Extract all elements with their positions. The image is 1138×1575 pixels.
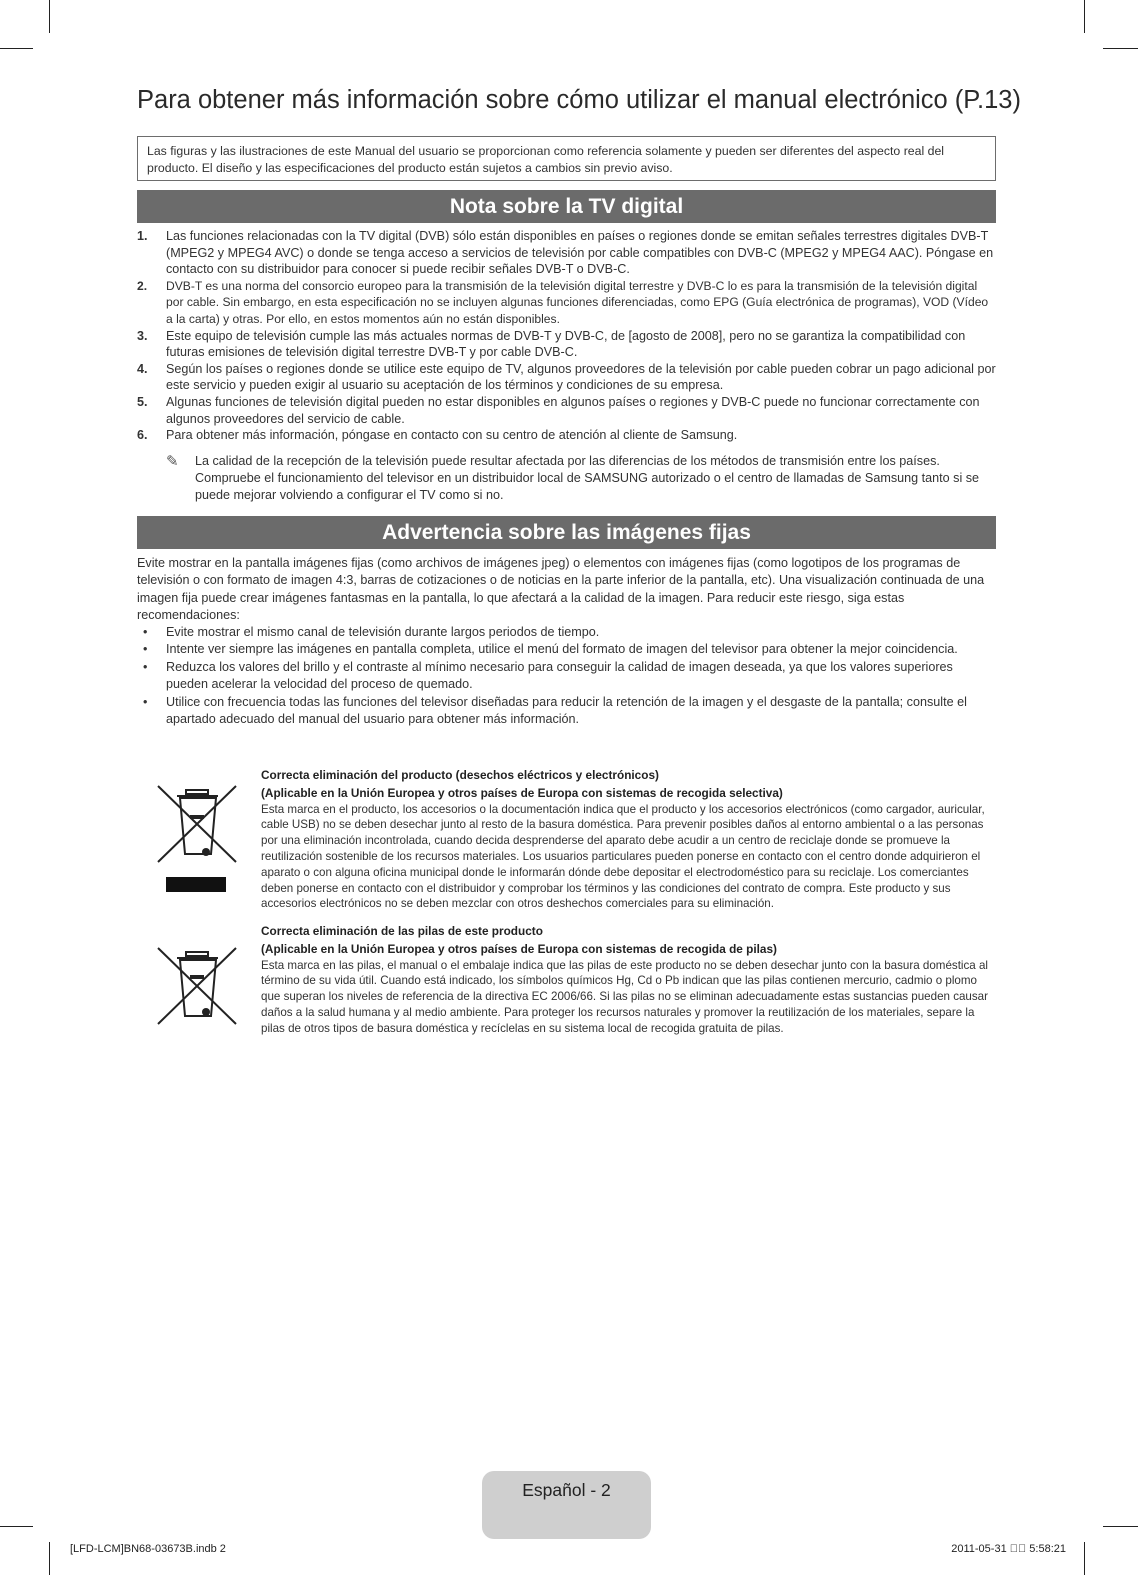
pencil-icon: ✎: [166, 453, 179, 470]
item-text: Este equipo de televisión cumple las más actuales normas de DVB-T y DVB-C, de [agosto de 2008], pero no se garantiza la compatibilidad con futuras emisiones de televisión digital terrestre DVB-T y por cable DVB-C.: [166, 328, 966, 360]
list-item: [137, 394, 997, 427]
crop-mark: [49, 1542, 50, 1575]
crop-mark: [1103, 48, 1138, 49]
disposal-product-section: [261, 768, 991, 912]
item-text: Según los países o regiones donde se utilice este equipo de TV, algunos proveedores de la televisión por cable pueden cobrar un pago adicional por este servicio y pueden exigir al usuario su aceptación de los términos y condiciones de su empresa.: [166, 361, 996, 393]
disposal-product-title: Correcta eliminación del producto (desechos eléctricos y electrónicos): [261, 768, 659, 782]
crop-mark: [1103, 1526, 1138, 1527]
item-text: Las funciones relacionadas con la TV digital (DVB) sólo están disponibles en países o regiones donde se emitan señales terrestres digitales DVB-T (MPEG2 y MPEG4 AVC) o donde se tenga acceso a servicios de televisión por cable compatibles con DVB-C (MPEG2 y MPEG4 AAC). Póngase en contacto con su distribuidor para conocer si puede recibir señales DVB-T o DVB-C.: [166, 229, 994, 277]
bullet-dot: •: [143, 659, 148, 674]
list-item: [137, 228, 997, 278]
still-image-bullets: [137, 624, 997, 728]
item-number: 6.: [137, 428, 148, 443]
crop-mark: [1084, 0, 1085, 33]
crossed-bin-icon: [156, 784, 240, 866]
crop-mark: [0, 48, 33, 49]
black-bar-mark: [166, 877, 226, 892]
footer-file-name: [LFD-LCM]BN68-03673B.indb 2: [70, 1543, 226, 1555]
bullet-text: Reduzca los valores del brillo y el contraste al mínimo necesario para conseguir la calidad de imagen deseada, ya que los valores superiores pueden acelerar la velocidad del proceso de quemado.: [166, 659, 953, 692]
list-item: [137, 641, 997, 658]
list-item: [137, 659, 997, 694]
crop-mark: [0, 1526, 33, 1527]
bullet-dot: •: [143, 642, 148, 657]
disposal-batteries-title: Correcta eliminación de las pilas de este producto: [261, 924, 543, 938]
item-number: 4.: [137, 361, 148, 376]
list-item: [137, 624, 997, 641]
item-number: 3.: [137, 328, 148, 343]
bullet-text: Evite mostrar el mismo canal de televisión durante largos periodos de tiempo.: [166, 625, 600, 639]
bullet-dot: •: [143, 694, 148, 709]
disposal-product-subtitle: (Aplicable en la Unión Europea y otros países de Europa con sistemas de recogida selectiva): [261, 785, 783, 800]
still-image-intro: Evite mostrar en la pantalla imágenes fijas (como archivos de imágenes jpeg) o elementos con imágenes fijas (como logotipos de los programas de televisión o con formato de imagen 4:3, barras de cotizaciones o de noticias en la parte inferior de la pantalla, etc). Una visualización continuada de una imagen fija puede crear imágenes fantasmas en la pantalla, lo que afectará a la calidad de la imagen. Para reducir este riesgo, siga estas recomendaciones:: [137, 556, 985, 623]
disclaimer-box: Las figuras y las ilustraciones de este Manual del usuario se proporcionan como referencia solamente y pueden ser diferentes del aspecto real del producto. El diseño y las especificaciones del producto están sujetos a cambios sin previo aviso.: [137, 136, 996, 181]
item-number: 2.: [137, 278, 148, 293]
item-number: 1.: [137, 229, 148, 243]
list-item: [137, 328, 997, 361]
list-item: [137, 278, 997, 328]
item-text: Para obtener más información, póngase en contacto con su centro de atención al cliente de Samsung.: [166, 428, 738, 443]
list-item: [137, 361, 997, 394]
disposal-batteries-body: Esta marca en las pilas, el manual o el embalaje indica que las pilas de este producto no se deben desechar junto con la basura doméstica al término de su vida útil. Cuando está indicado, los símbolos químicos Hg, Cd o Pb indican que las pilas contienen mercurio, cadmio o plomo que superan los niveles de referencia de la directiva EC 2006/66. Si las pilas no se eliminan adecuadamente estas sustancias pueden causar daños a la salud humana y al medio ambiente. Para proteger los recursos naturales y promover la reutilización de los materiales, separe la pilas de otros tipos de basura doméstica y recíclelas en su sistema local de recogida gratuita de pilas.: [261, 958, 988, 1035]
item-text: DVB-T es una norma del consorcio europeo para la transmisión de la televisión digital terrestre y DVB-C lo es para la transmisión de la televisión digital por cable. Sin embargo, en esta especificación no se incluyen algunas funciones diferenciadas, como EPG (Guía electrónica de programas), VOD (Vídeo a la carta) y otras. Por ello, en estos momentos aún no están disponibles.: [166, 278, 989, 326]
crop-mark: [49, 0, 50, 33]
page-title: Para obtener más información sobre cómo utilizar el manual electrónico (P.13): [137, 86, 1021, 114]
disposal-product-body: Esta marca en el producto, los accesorios o la documentación indica que el producto y los accesorios electrónicos (como cargador, auricular, cable USB) no se deben desechar junto al resto de la basura doméstica. Para prevenir posibles daños al entorno ambiental o a las personas por una eliminación incontrolada, cuando decida desprenderse del aparato debe acudir a un centro de reciclaje donde se promueve la reutilización sostenible de los recursos materiales. Los usuarios particulares pueden ponerse en contacto con el centro donde adquirieron el aparato o con alguna oficina municipal donde le informarán dónde debe depositar el electrodoméstico para su reciclaje. Los comerciantes deben ponerse en contacto con el distribuidor y comprobar los términos y las condiciones del contrato de compra. Este producto y sus accesorios electrónicos no se deben mezclar con otros deshechos comerciales para su eliminación.: [261, 802, 985, 911]
page-number-tab: [482, 1471, 651, 1539]
digital-tv-heading: Nota sobre la TV digital: [137, 190, 996, 223]
page-number-label: Español - 2: [522, 1480, 611, 1500]
crossed-bin-icon: [156, 946, 240, 1028]
footer-timestamp: 2011-05-31 ￿￿ 5:58:21: [951, 1543, 1066, 1555]
list-item: [137, 694, 997, 729]
list-item: [137, 427, 997, 444]
bullet-text: Utilice con frecuencia todas las funciones del televisor diseñadas para reducir la retención de la imagen y el desgaste de la pantalla; consulte el apartado adecuado del manual del usuario para obtener más información.: [166, 694, 967, 727]
disposal-batteries-subtitle: (Aplicable en la Unión Europea y otros países de Europa con sistemas de recogida de pilas): [261, 941, 777, 956]
crop-mark: [1084, 1542, 1085, 1575]
disposal-batteries-section: [261, 924, 991, 1037]
bullet-dot: •: [143, 625, 148, 639]
bullet-text: Intente ver siempre las imágenes en pantalla completa, utilice el menú del formato de imagen del televisor para obtener la mejor coincidencia.: [166, 642, 958, 657]
note-block: [166, 453, 996, 504]
item-text: Algunas funciones de televisión digital pueden no estar disponibles en algunos países o regiones y DVB-C puede no funcionar correctamente con algunos proveedores del servicio de cable.: [166, 394, 980, 426]
digital-tv-list: [137, 228, 997, 444]
item-number: 5.: [137, 394, 148, 409]
note-text: La calidad de la recepción de la televisión puede resultar afectada por las diferencias de los métodos de transmisión entre los países. Compruebe el funcionamiento del televisor en un distribuidor local de SAMSUNG autorizado o el centro de llamadas de Samsung tanto si se puede mejorar volviendo a configurar el TV como si no.: [195, 454, 980, 502]
still-image-heading: Advertencia sobre las imágenes fijas: [137, 516, 996, 549]
